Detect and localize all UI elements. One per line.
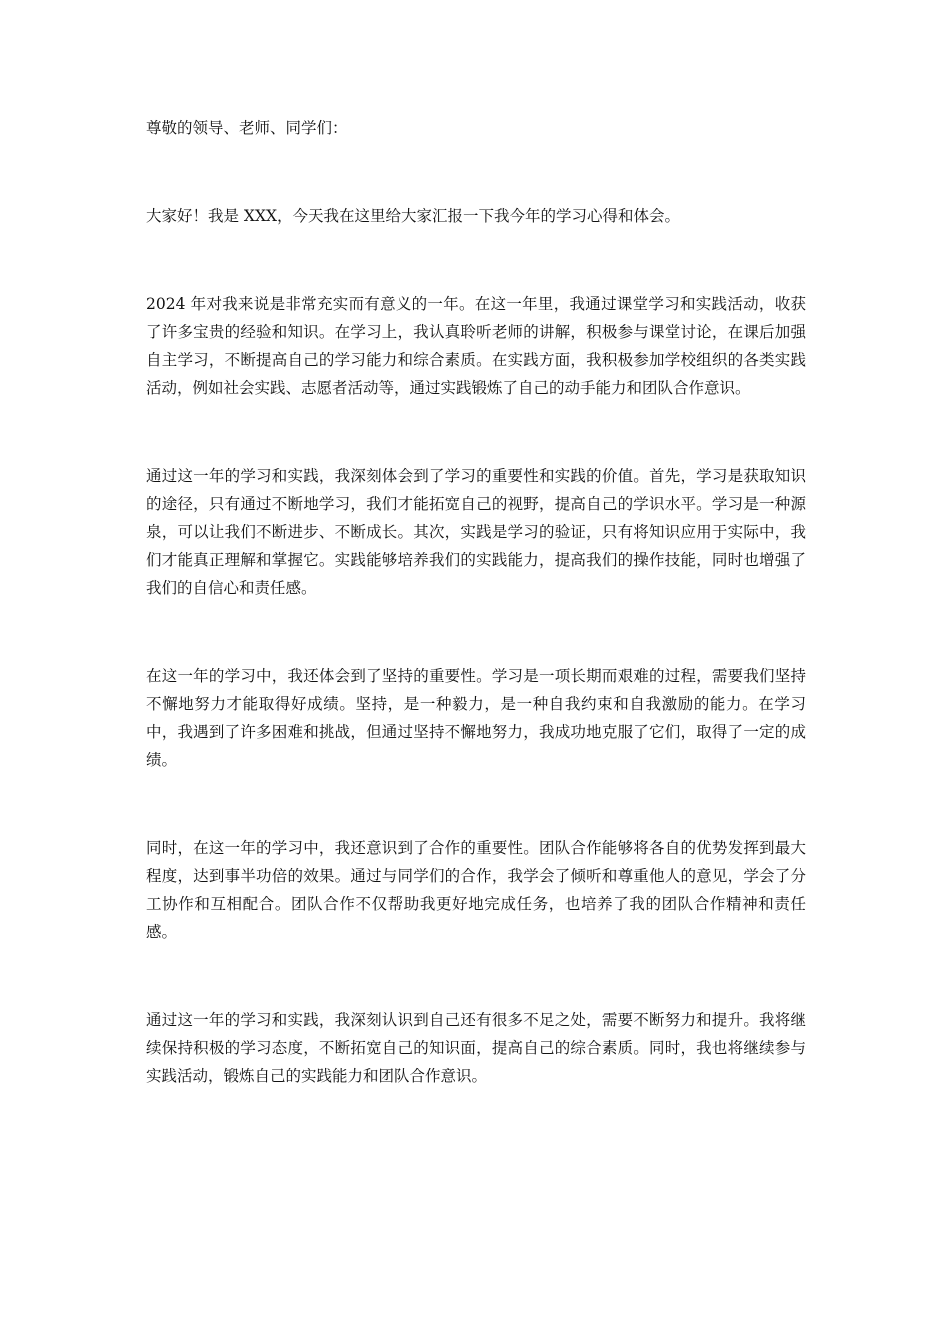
salutation: 尊敬的领导、老师、同学们： [146,119,348,137]
paragraph-greeting: 大家好！我是 XXX，今天我在这里给大家汇报一下我今年的学习心得和体会。 [146,207,681,225]
paragraph-conclusion: 通过这一年的学习和实践，我深刻认识到自己还有很多不足之处，需要不断努力和提升。我将继续保持积极的学习态度，不断拓宽自己的知识面，提高自己的综合素质。同时，我也将继续参与实践活动，锻炼自己的实践能力和团队合作意识。 [146,1011,806,1085]
paragraph-perseverance: 在这一年的学习中，我还体会到了坚持的重要性。学习是一项长期而艰难的过程，需要我们坚持不懈地努力才能取得好成绩。坚持，是一种毅力，是一种自我约束和自我激励的能力。在学习中，我遇到了许多困难和挑战，但通过坚持不懈地努力，我成功地克服了它们，取得了一定的成绩。 [146,667,806,769]
paragraph-year-summary: 2024 年对我来说是非常充实而有意义的一年。在这一年里，我通过课堂学习和实践活动，收获了许多宝贵的经验和知识。在学习上，我认真聆听老师的讲解，积极参与课堂讨论，在课后加强自主学习，不断提高自己的学习能力和综合素质。在实践方面，我积极参加学校组织的各类实践活动，例如社会实践、志愿者活动等，通过实践锻炼了自己的动手能力和团队合作意识。 [146,295,806,397]
paragraph-teamwork: 同时，在这一年的学习中，我还意识到了合作的重要性。团队合作能够将各自的优势发挥到最大程度，达到事半功倍的效果。通过与同学们的合作，我学会了倾听和尊重他人的意见，学会了分工协作和互相配合。团队合作不仅帮助我更好地完成任务，也培养了我的团队合作精神和责任感。 [146,839,806,941]
document-body [146,114,806,1150]
paragraph-learning-practice: 通过这一年的学习和实践，我深刻体会到了学习的重要性和实践的价值。首先，学习是获取知识的途径，只有通过不断地学习，我们才能拓宽自己的视野，提高自己的学识水平。学习是一种源泉，可以让我们不断进步、不断成长。其次，实践是学习的验证，只有将知识应用于实际中，我们才能真正理解和掌握它。实践能够培养我们的实践能力，提高我们的操作技能，同时也增强了我们的自信心和责任感。 [146,467,806,597]
